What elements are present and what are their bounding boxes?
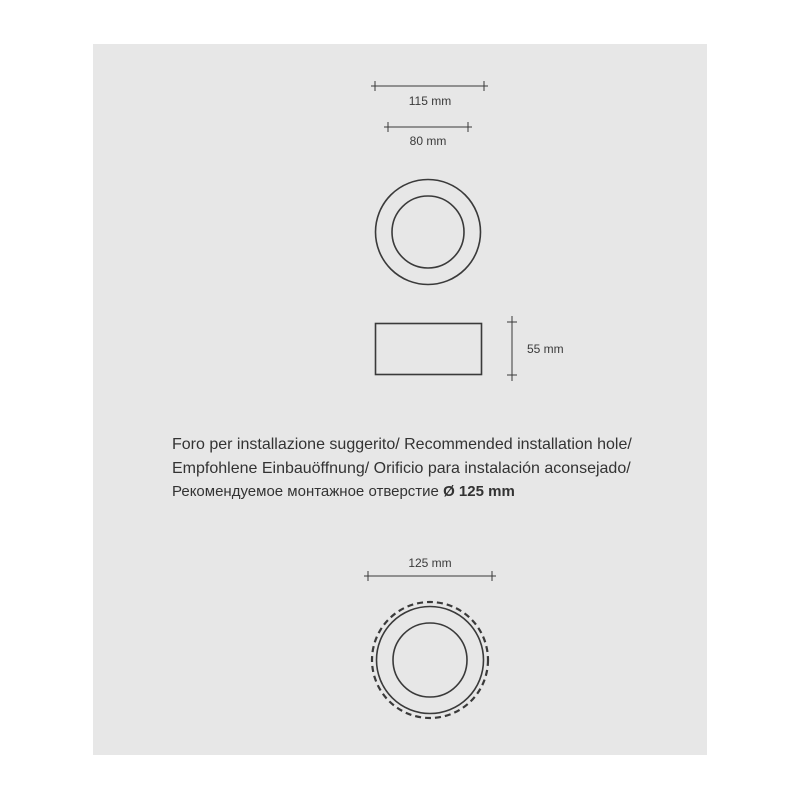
installation-hole-view	[372, 602, 488, 718]
dimension-label-height: 55 mm	[527, 342, 564, 356]
installation-hole-dashed-circle	[372, 602, 488, 718]
dimension-label-hole-diameter: 125 mm	[408, 556, 452, 570]
caption-line-de-es: Empfohlene Einbauöffnung/ Orificio para instalación aconsejado/	[172, 459, 631, 477]
dimension-outer-diameter	[371, 81, 488, 108]
side-view-rectangle	[376, 324, 482, 375]
dimension-inner-diameter	[384, 122, 472, 148]
top-view	[376, 180, 481, 285]
dimension-height	[507, 316, 564, 381]
installation-inner-circle	[393, 623, 467, 697]
caption-line-it-en: Foro per installazione suggerito/ Recommended installation hole/	[172, 436, 632, 453]
installation-caption	[172, 433, 632, 504]
dimension-label-inner-diameter: 80 mm	[409, 134, 447, 148]
caption-line-ru	[172, 480, 632, 504]
dimension-hole-diameter	[364, 556, 496, 581]
caption-ru-text: Рекомендуемое монтажное отверстие	[172, 483, 439, 500]
dimension-label-outer-diameter: 115 mm	[408, 94, 452, 108]
top-view-inner-circle	[392, 196, 464, 268]
side-view	[376, 324, 482, 375]
caption-hole-size: Ø 125 mm	[443, 483, 515, 500]
